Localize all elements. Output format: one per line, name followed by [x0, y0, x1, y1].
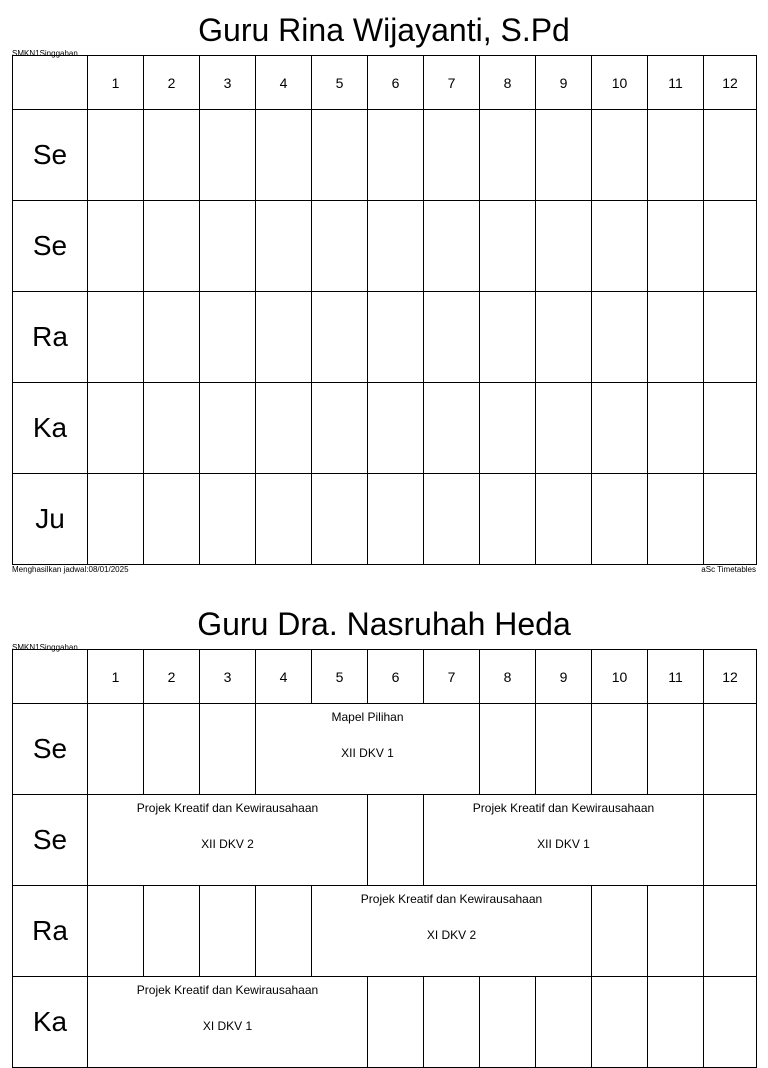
empty-slot — [648, 110, 704, 201]
lesson-class: XII DKV 2 — [201, 837, 254, 851]
sheet-title: Guru Dra. Nasruhah Heda — [197, 606, 571, 642]
period-number: 5 — [312, 650, 368, 704]
day-row — [13, 474, 757, 565]
empty-slot — [144, 292, 200, 383]
empty-slot — [88, 474, 144, 565]
empty-slot — [200, 201, 256, 292]
lesson-cell — [256, 704, 480, 795]
software-credit: aSc Timetables — [701, 565, 756, 574]
empty-slot — [200, 292, 256, 383]
period-number: 11 — [648, 650, 704, 704]
empty-slot — [704, 704, 757, 795]
empty-slot — [88, 886, 144, 977]
day-label: Se — [13, 795, 88, 886]
period-number: 1 — [88, 56, 144, 110]
empty-slot — [312, 383, 368, 474]
empty-slot — [88, 704, 144, 795]
empty-slot — [144, 383, 200, 474]
empty-slot — [256, 201, 312, 292]
period-number: 8 — [480, 650, 536, 704]
day-row — [13, 201, 757, 292]
day-row — [13, 292, 757, 383]
empty-slot — [536, 474, 592, 565]
period-number: 10 — [592, 56, 648, 110]
empty-slot — [88, 110, 144, 201]
empty-slot — [480, 292, 536, 383]
empty-slot — [368, 292, 424, 383]
empty-slot — [592, 977, 648, 1068]
empty-slot — [424, 201, 480, 292]
day-label: Se — [13, 110, 88, 201]
empty-slot — [592, 474, 648, 565]
lesson-subject: Projek Kreatif dan Kewirausahaan — [136, 801, 319, 815]
empty-slot — [368, 110, 424, 201]
empty-slot — [536, 383, 592, 474]
period-number: 3 — [200, 650, 256, 704]
empty-slot — [144, 201, 200, 292]
empty-slot — [480, 704, 536, 795]
empty-slot — [424, 292, 480, 383]
empty-slot — [704, 110, 757, 201]
period-number: 4 — [256, 56, 312, 110]
period-number: 12 — [704, 650, 757, 704]
empty-slot — [312, 474, 368, 565]
empty-slot — [592, 704, 648, 795]
period-number: 12 — [704, 56, 757, 110]
lesson-subject: Projek Kreatif dan Kewirausahaan — [136, 983, 319, 997]
period-number: 9 — [536, 650, 592, 704]
period-number: 9 — [536, 56, 592, 110]
empty-slot — [704, 977, 757, 1068]
day-row — [13, 383, 757, 474]
lesson-cell — [88, 977, 368, 1068]
empty-slot — [648, 977, 704, 1068]
empty-slot — [648, 886, 704, 977]
empty-slot — [144, 474, 200, 565]
empty-slot — [424, 474, 480, 565]
empty-slot — [592, 886, 648, 977]
school-name: SMKN1Singgahan — [12, 643, 78, 652]
empty-slot — [648, 292, 704, 383]
day-label: Ra — [13, 886, 88, 977]
empty-slot — [536, 704, 592, 795]
empty-slot — [88, 292, 144, 383]
school-name: SMKN1Singgahan — [12, 49, 78, 58]
empty-slot — [144, 110, 200, 201]
empty-slot — [536, 201, 592, 292]
empty-slot — [256, 292, 312, 383]
period-number: 3 — [200, 56, 256, 110]
period-header-row — [13, 56, 757, 110]
lesson-cell — [424, 795, 704, 886]
lesson-subject: Projek Kreatif dan Kewirausahaan — [360, 892, 543, 906]
empty-slot — [312, 201, 368, 292]
timetable-grid — [12, 649, 757, 1068]
day-row — [13, 795, 757, 886]
empty-slot — [704, 474, 757, 565]
day-label: Ka — [13, 383, 88, 474]
empty-slot — [256, 383, 312, 474]
corner-cell — [13, 56, 88, 110]
empty-slot — [312, 110, 368, 201]
empty-slot — [592, 383, 648, 474]
empty-slot — [144, 886, 200, 977]
period-number: 7 — [424, 650, 480, 704]
empty-slot — [592, 292, 648, 383]
empty-slot — [200, 383, 256, 474]
empty-slot — [704, 795, 757, 886]
lesson-class: XI DKV 2 — [426, 928, 477, 942]
day-label: Ju — [13, 474, 88, 565]
empty-slot — [480, 110, 536, 201]
lesson-subject: Projek Kreatif dan Kewirausahaan — [472, 801, 655, 815]
empty-slot — [368, 474, 424, 565]
period-number: 2 — [144, 650, 200, 704]
empty-slot — [536, 292, 592, 383]
period-number: 5 — [312, 56, 368, 110]
period-number: 11 — [648, 56, 704, 110]
empty-slot — [200, 110, 256, 201]
empty-slot — [368, 977, 424, 1068]
empty-slot — [200, 704, 256, 795]
empty-slot — [704, 201, 757, 292]
day-row — [13, 110, 757, 201]
lesson-cell — [312, 886, 592, 977]
empty-slot — [200, 474, 256, 565]
empty-slot — [592, 110, 648, 201]
empty-slot — [256, 474, 312, 565]
empty-slot — [144, 704, 200, 795]
lesson-class: XII DKV 1 — [537, 837, 590, 851]
sheet-title: Guru Rina Wijayanti, S.Pd — [198, 12, 570, 48]
empty-slot — [256, 110, 312, 201]
empty-slot — [368, 795, 424, 886]
lesson-subject: Mapel Pilihan — [331, 710, 404, 724]
empty-slot — [88, 383, 144, 474]
empty-slot — [704, 886, 757, 977]
empty-slot — [88, 201, 144, 292]
empty-slot — [424, 977, 480, 1068]
empty-slot — [312, 292, 368, 383]
empty-slot — [480, 383, 536, 474]
period-number: 10 — [592, 650, 648, 704]
empty-slot — [480, 201, 536, 292]
day-label: Se — [13, 704, 88, 795]
empty-slot — [480, 977, 536, 1068]
lesson-class: XI DKV 1 — [202, 1019, 253, 1033]
day-row — [13, 977, 757, 1068]
day-label: Ka — [13, 977, 88, 1068]
empty-slot — [368, 201, 424, 292]
empty-slot — [256, 886, 312, 977]
period-number: 6 — [368, 650, 424, 704]
empty-slot — [424, 110, 480, 201]
empty-slot — [648, 201, 704, 292]
timetable-grid — [12, 55, 757, 565]
lesson-class: XII DKV 1 — [341, 746, 394, 760]
empty-slot — [480, 474, 536, 565]
period-header-row — [13, 650, 757, 704]
period-number: 7 — [424, 56, 480, 110]
day-label: Ra — [13, 292, 88, 383]
period-number: 2 — [144, 56, 200, 110]
empty-slot — [704, 292, 757, 383]
empty-slot — [648, 704, 704, 795]
empty-slot — [536, 110, 592, 201]
empty-slot — [424, 383, 480, 474]
empty-slot — [704, 383, 757, 474]
generated-date: Menghasilkan jadwal:08/01/2025 — [12, 565, 129, 574]
day-row — [13, 704, 757, 795]
empty-slot — [368, 383, 424, 474]
empty-slot — [536, 977, 592, 1068]
corner-cell — [13, 650, 88, 704]
period-number: 4 — [256, 650, 312, 704]
day-label: Se — [13, 201, 88, 292]
lesson-cell — [88, 795, 368, 886]
day-row — [13, 886, 757, 977]
empty-slot — [200, 886, 256, 977]
period-number: 1 — [88, 650, 144, 704]
period-number: 8 — [480, 56, 536, 110]
period-number: 6 — [368, 56, 424, 110]
empty-slot — [592, 201, 648, 292]
empty-slot — [648, 383, 704, 474]
empty-slot — [648, 474, 704, 565]
